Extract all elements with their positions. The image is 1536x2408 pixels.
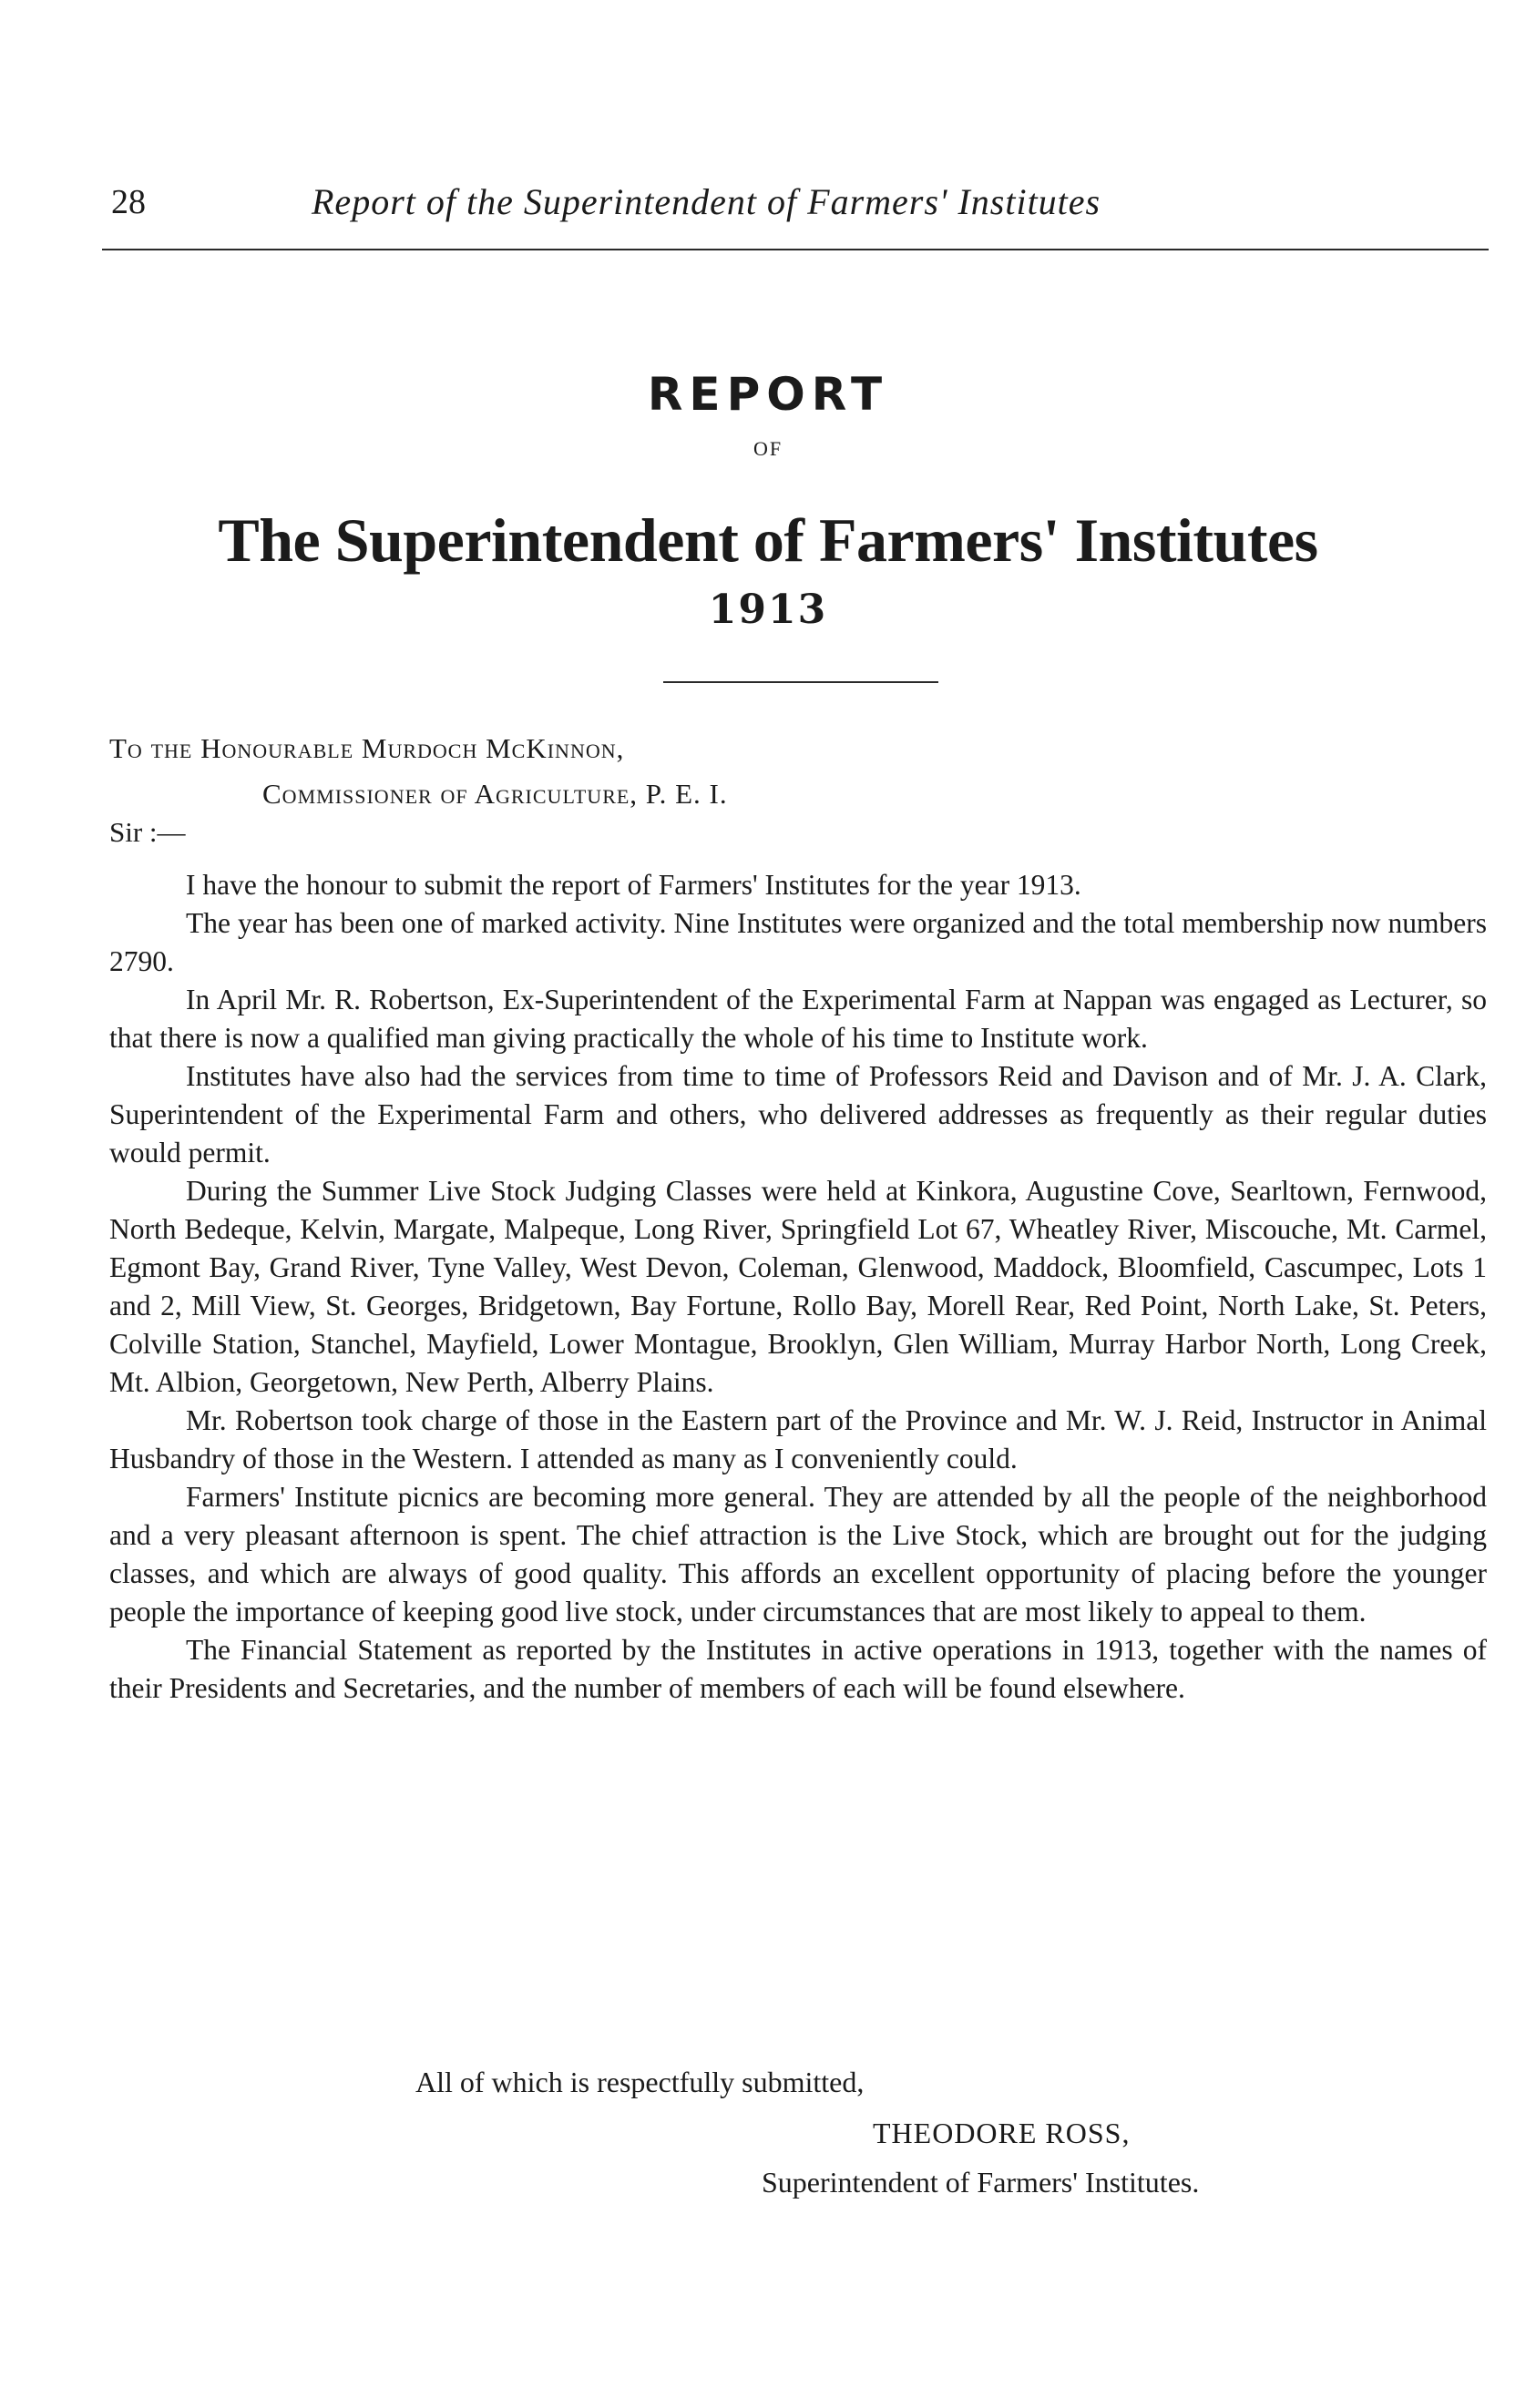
running-header bbox=[102, 175, 1489, 230]
paragraph: Farmers' Institute picnics are becoming more general. They are attended by all the people of the neighborhood and a very pleasant afternoon is spent. The chief attraction is the Live Stock, which are brought out for the judging classes, and which are always of good quality. This affords an excellent opportunity of placing before the younger people the importance of keeping good live stock, under circumstances that are most likely to appeal to them. bbox=[109, 1481, 1487, 1627]
of-heading: OF bbox=[753, 437, 783, 460]
running-title: Report of the Superintendent of Farmers' Institutes bbox=[312, 181, 1101, 222]
main-title: The Superintendent of Farmers' Institutes bbox=[218, 505, 1318, 575]
paragraph: Institutes have also had the services from time to time of Professors Reid and Davison and of Mr. J. A. Clark, Superintendent of the Experimental Farm and others, who delivered addresses as frequently as their regular duties would permit. bbox=[109, 1060, 1487, 1168]
header-rule bbox=[102, 249, 1489, 250]
paragraph: The year has been one of marked activity. Nine Institutes were organized and the total membership now numbers 2790. bbox=[109, 907, 1487, 977]
signature-name: THEODORE ROSS, bbox=[873, 2117, 1131, 2149]
paragraph: I have the honour to submit the report of Farmers' Institutes for the year 1913. bbox=[186, 869, 1081, 901]
signature-position: Superintendent of Farmers' Institutes. bbox=[762, 2166, 1200, 2199]
report-year: 1913 bbox=[708, 587, 828, 633]
address-line-1: To the Honourable Murdoch McKinnon, bbox=[109, 732, 625, 764]
title-rule bbox=[663, 681, 938, 683]
report-heading: REPORT bbox=[647, 368, 889, 421]
paragraph: During the Summer Live Stock Judging Classes were held at Kinkora, Augustine Cove, Searltown, Fernwood, North Bedeque, Kelvin, Margate, Malpeque, Long River, Springfield Lot 67, Wheatley River, Miscouche, Mt. Carmel, Egmont Bay, Grand River, Tyne Valley, West Devon, Coleman, Glenwood, Maddock, Bloomfield, Cascumpec, Lots 1 and 2, Mill View, St. Georges, Bridgetown, Bay Fortune, Rollo Bay, Morell Rear, Red Point, North Lake, St. Peters, Colville Station, Stanchel, Mayfield, Lower Montague, Brooklyn, Glen William, Murray Harbor North, Long Creek, Mt. Albion, Georgetown, New Perth, Alberry Plains. bbox=[109, 1175, 1487, 1398]
address-line-2: Commissioner of Agriculture, P. E. I. bbox=[262, 778, 728, 810]
paragraph: The Financial Statement as reported by the Institutes in active operations in 1913, together with the names of their Presidents and Secretaries, and the number of members of each will be found elsewhere. bbox=[109, 1634, 1487, 1704]
salutation: Sir :— bbox=[109, 816, 186, 848]
paragraph: Mr. Robertson took charge of those in the Eastern part of the Province and Mr. W. J. Reid, Instructor in Animal Husbandry of those in the Western. I attended as many as I conveniently could. bbox=[109, 1404, 1487, 1474]
report-body bbox=[109, 866, 1487, 1708]
page-number: 28 bbox=[111, 183, 146, 221]
paragraph: In April Mr. R. Robertson, Ex-Superintendent of the Experimental Farm at Nappan was engaged as Lecturer, so that there is now a qualified man giving practically the whole of his time to Institute work. bbox=[109, 984, 1487, 1054]
closing-line: All of which is respectfully submitted, bbox=[415, 2066, 865, 2098]
